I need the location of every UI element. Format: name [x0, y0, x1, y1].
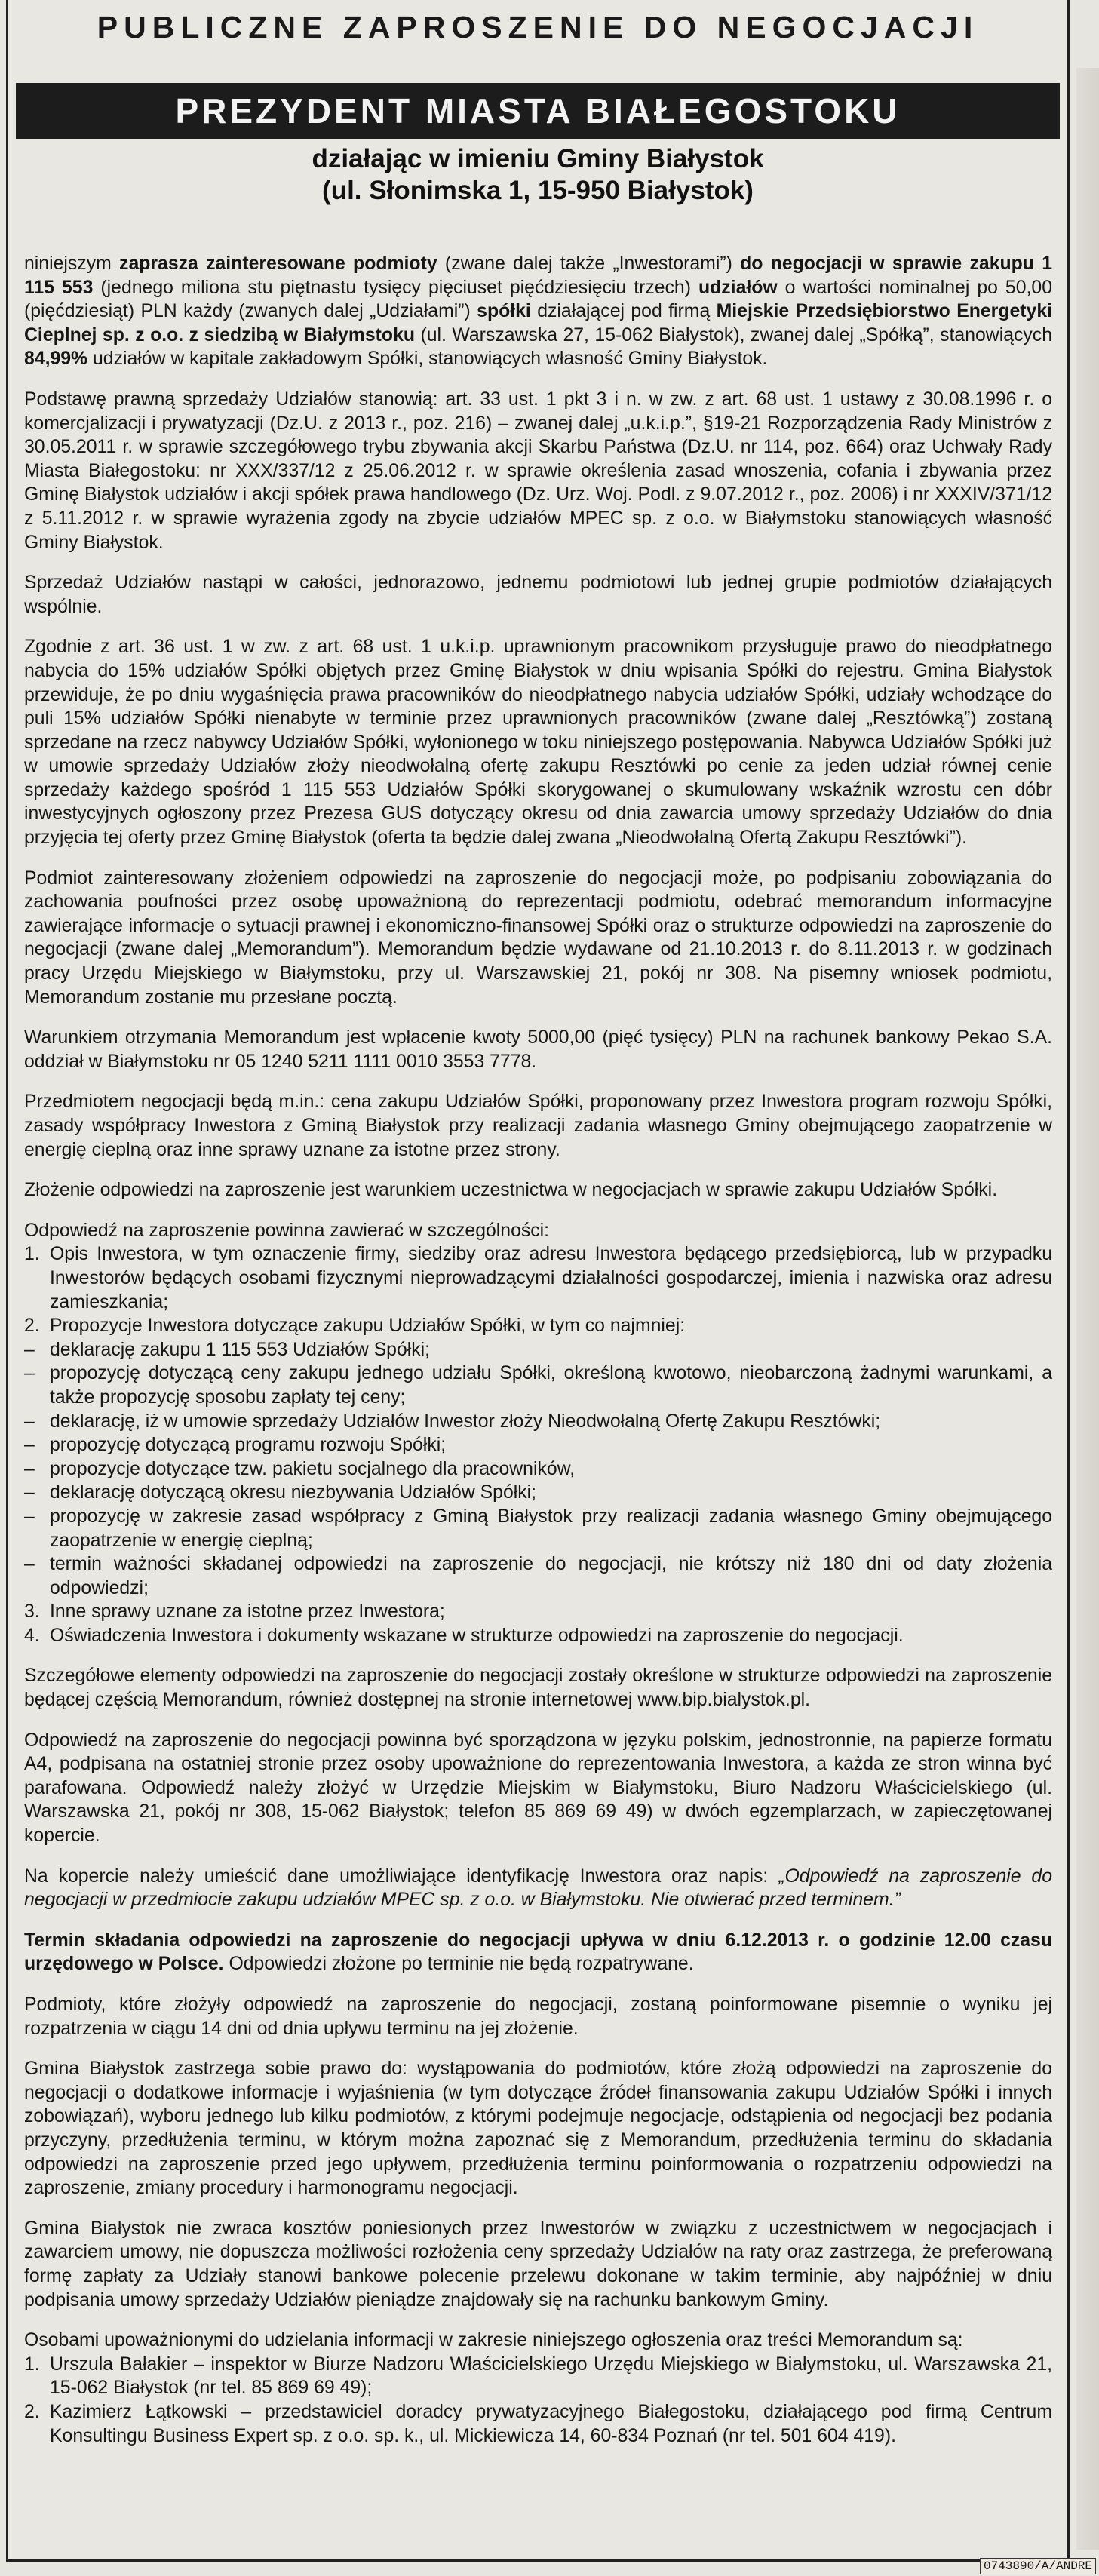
announcement-body — [8, 207, 1067, 2448]
announcement-subtitle: działając w imieniu Gminy Białystok — [312, 144, 764, 173]
paragraph-employee-rights: Zgodnie z art. 36 ust. 1 w zw. z art. 68 ust. 1 u.k.i.p. uprawnionym pracownikom przysługuje prawo do nieodpłatnego nabycia do 15% udziałów Spółki objętych przez Gminę Białystok w dniu wpisania Spółki do rejestru. Gmina Białystok przewiduje, że po dniu wygaśnięcia prawa pracowników do nieodpłatnego nabycia udziałów Spółki, udziały wchodzące do puli 15% udziałów Spółki nienabyte w terminie przez uprawnionych pracowników (zwane dalej „Resztówką”) zostaną sprzedane na rzecz nabywcy Udziałów Spółki, wyłonionego w toku niniejszego postępowania. Nabywca Udziałów Spółki już w umowie sprzedaży Udziałów złoży nieodwołalną ofertę zakupu Resztówki po cenie za jeden udział równej cenie sprzedaży każdego spośród 1 115 553 Udziałów Spółki skorygowanej o skumulowany wskaźnik wzrostu cen dóbr inwestycyjnych ogłoszony przez Prezesa GUS dotyczący okresu od dnia zawarcia umowy sprzedaży Udziałów do dnia przyjęcia tej oferty przez Gminę Białystok (oferta ta będzie dalej zwana „Nieodwołalną Ofertą Zakupu Resztówki”). — [24, 637, 1052, 849]
list-item — [24, 1600, 1052, 1624]
contact-text: Kazimierz Łątkowski – przedstawiciel doradcy prywatyzacyjnego Białegostoku, działającego pod firmą Centrum Konsultingu Business Expert sp. z o.o. sp. k., ul. Mickiewicza 14, 60-834 Poznań (nr tel. 501 604 419). — [50, 2401, 1052, 2446]
list-marker: 2. — [24, 1316, 40, 1337]
paragraph-submission-form: Odpowiedź na zaproszenie do negocjacji powinna być sporządzona w języku polskim, jednostronnie, na papierze formatu A4, podpisana na ostatniej stronie przez osoby upoważnione do reprezentowania Inwestora, a każda ze stron winna być parafowana. Odpowiedź należy złożyć w Urzędzie Miejskim w Białymstoku, Biuro Nadzoru Właścicielskiego (ul. Warszawska 21, pokój nr 308, 15-062 Białystok; telefon 85 869 69 49) w dwóch egzemplarzach, w zapieczętowanej kopercie. — [24, 1730, 1052, 1847]
dash-marker: – — [24, 1506, 35, 1527]
text-run: (ul. Warszawska 27, 15-062 Białystok), zwanej dalej „Spółką”, stanowiących — [415, 324, 1052, 345]
paragraph-costs: Gmina Białystok nie zwraca kosztów poniesionych przez Inwestorów w związku z uczestnictwem w negocjacjach i zawarciem umowy, nie dopuszcza możliwości rozłożenia ceny sprzedaży Udziałów na raty oraz zastrzega, że preferowaną formę zapłaty za Udziały stanowi bankowe polecenie przelewu dokonane w takim terminie, aby najpóźniej w dniu podpisania umowy sprzedaży Udziałów pieniądze znajdowały się na rachunku bankowym Gminy. — [24, 2218, 1052, 2310]
dash-marker: – — [24, 1554, 35, 1575]
list-subitem — [24, 1338, 1052, 1362]
list-subitem-text: propozycję w zakresie zasad współpracy z Gminą Białystok przy realizacji zadania własnego Gminy obejmującego zaopatrzenie w energię cieplną; — [50, 1506, 1052, 1551]
paragraph-participation-condition: Złożenie odpowiedzi na zaproszenie jest warunkiem uczestnictwa w negocjacjach w sprawie zakupu Udziałów Spółki. — [24, 1180, 998, 1201]
list-item — [24, 1624, 1052, 1648]
list-marker: 2. — [24, 2401, 40, 2422]
contact-item — [24, 2353, 1052, 2400]
paragraph-envelope — [24, 1865, 1052, 1912]
contacts-section — [24, 2329, 1052, 2448]
list-marker: 1. — [24, 1244, 40, 1265]
text-run-bold: do negocjacji w sprawie zakupu 1 115 553 — [24, 253, 1053, 298]
list-subitem-text: propozycję dotyczącą ceny zakupu jednego udziału Spółki, określoną kwotowo, nieobarczoną żadnymi warunkami, a także propozycję sposobu zapłaty tej ceny; — [50, 1363, 1052, 1408]
paragraph-sale-mode: Sprzedaż Udziałów nastąpi w całości, jednorazowo, jednemu podmiotowi lub jednej grupie podmiotów działających wspólnie. — [24, 573, 1052, 617]
text-run: (jednego miliona stu piętnastu tysięcy pięciuset pięćdziesięciu trzech) — [93, 277, 698, 298]
list-subitem — [24, 1552, 1052, 1600]
text-run-italic: „Odpowiedź na zaproszenie do negocjacji w przedmiocie zakupu udziałów MPEC sp. z o.o. w Białymstoku. Nie otwierać przed terminem.” — [24, 1865, 1052, 1911]
text-run: Odpowiedzi złożone po terminie nie będą rozpatrywane. — [223, 1954, 694, 1975]
adjacent-page-edge — [1076, 68, 1099, 2550]
dash-marker: – — [24, 1458, 35, 1479]
paragraph-reservations: Gmina Białystok zastrzega sobie prawo do: wystąpowania do podmiotów, które złożą odpowiedzi na zaproszenie do negocjacji o dodatkowe informacje i wyjaśnienia (w tym dotyczące źródeł finansowania zakupu Udziałów Spółki i innych zobowiązań), wyboru jednego lub kilku podmiotów, z którymi podejmuje negocjacje, odstąpienia od negocjacji bez podania przyczyny, przedłużenia terminu, w którym można zapoznać się z Memorandum, przedłużenia terminu do składania odpowiedzi na zaproszenie przed jego upływem, przedłużenia terminu poinformowania o rozpatrzeniu odpowiedzi na zaproszenie, zmiany procedury i harmonogramu negocjacji. — [24, 2059, 1052, 2199]
list-item — [24, 1314, 1052, 1338]
list-item-text: Inne sprawy uznane za istotne przez Inwestora; — [50, 1601, 445, 1623]
list-subitem — [24, 1457, 1052, 1481]
paragraph-deadline — [24, 1929, 1052, 1976]
dash-marker: – — [24, 1435, 35, 1456]
contacts-intro: Osobami upoważnionymi do udzielania informacji w zakresie niniejszego ogłoszenia oraz treści Memorandum są: — [24, 2330, 963, 2351]
list-subitem — [24, 1433, 1052, 1457]
announcement-title: PREZYDENT MIASTA BIAŁEGOSTOKU — [175, 91, 901, 130]
list-subitem-text: termin ważności składanej odpowiedzi na zaproszenie do negocjacji, nie krótszy niż 180 dni od daty złożenia odpowiedzi; — [50, 1554, 1052, 1598]
list-item — [24, 1242, 1052, 1314]
text-run: o wartości nominalnej po 50,00 (pięćdziesiąt) PLN każdy (zwanych dalej „Udziałami”) — [24, 277, 1052, 322]
list-subitem-text: deklarację, iż w umowie sprzedaży Udziałów Inwestor złoży Nieodwołalną Ofertę Zakupu Resztówki; — [50, 1411, 881, 1432]
list-item-text: Oświadczenia Inwestora i dokumenty wskazane w strukturze odpowiedzi na zaproszenie do negocjacji. — [50, 1625, 904, 1646]
list-subitem — [24, 1410, 1052, 1434]
list-subitem-text: propozycje dotyczące tzw. pakietu socjalnego dla pracowników, — [50, 1458, 576, 1479]
paragraph-detailed-elements: Szczegółowe elementy odpowiedzi na zaproszenie do negocjacji zostały określone w strukturze odpowiedzi na zaproszenie będącej częścią Memorandum, również dostępnej na stronie internetowej www.bip.bialystok.pl. — [24, 1666, 1052, 1711]
text-run: niniejszym — [24, 253, 120, 274]
text-run-bold: 84,99% — [24, 348, 88, 370]
text-run: udziałów w kapitale zakładowym Spółki, stanowiących własność Gminy Białystok. — [87, 348, 768, 370]
paragraph-payment-condition: Warunkiem otrzymania Memorandum jest wpłacenie kwoty 5000,00 (pięć tysięcy) PLN na rachunek bankowy Pekao S.A. oddział w Białymstoku nr 05 1240 5211 1111 0010 3553 7778. — [24, 1027, 1052, 1072]
paragraph-invitation — [24, 252, 1052, 371]
list-subitem-text: deklarację zakupu 1 115 553 Udziałów Spółki; — [50, 1339, 431, 1360]
text-run-bold: udziałów — [698, 277, 778, 298]
paragraph-memorandum: Podmiot zainteresowany złożeniem odpowiedzi na zaproszenie do negocjacji może, po podpisaniu zobowiązania do zachowania poufności przez osobę upoważnioną do reprezentacji podmiotu, odebrać memorandum informacyjne zawierające informacje o sytuacji prawnej i ekonomiczno-finansowej Spółki oraz o strukturze odpowiedzi na zaproszenie do negocjacji (zwane dalej „Memorandum”). Memorandum będzie wydawane od 21.10.2013 r. do 8.11.2013 r. w godzinach pracy Urzędu Miejskiego w Białymstoku, przy ul. Warszawskiej 21, pokój nr 308. Na pisemny wniosek podmiotu, Memorandum zostanie mu przesłane pocztą. — [24, 867, 1052, 1008]
dash-marker: – — [24, 1411, 35, 1432]
list-subitem-text: propozycję dotyczącą programu rozwoju Spółki; — [50, 1435, 447, 1456]
dash-marker: – — [24, 1482, 35, 1503]
text-run-bold: zaprasza zainteresowane podmioty — [119, 253, 437, 274]
text-run: działającej pod firmą — [530, 301, 717, 322]
response-requirements — [24, 1219, 1052, 1648]
requirements-intro: Odpowiedź na zaproszenie powinna zawierać w szczególności: — [24, 1220, 550, 1241]
print-code: 0743890/A/ANDRE — [980, 2558, 1096, 2574]
paragraph-notification: Podmioty, które złożyły odpowiedź na zaproszenie do negocjacji, zostaną poinformowane pisemnie o wyniku jej rozpatrzenia w ciągu 14 dni od dnia upływu terminu na jej złożenie. — [24, 1994, 1052, 2039]
paragraph-legal-basis: Podstawę prawną sprzedaży Udziałów stanowią: art. 33 ust. 1 pkt 3 i n. w zw. z art. 68 ust. 1 ustawy z 30.08.1996 r. o komercjalizacji i prywatyzacji (Dz.U. z 2013 r., poz. 216) – zwanej dalej „u.k.i.p.”, §19-21 Rozporządzenia Rady Ministrów z 30.05.2011 r. w sprawie szczegółowego trybu zbywania akcji Skarbu Państwa (Dz.U. nr 114, poz. 664) oraz Uchwały Rady Miasta Białegostoku: nr XXX/337/12 z 25.06.2012 r. w sprawie określenia zasad wnoszenia, cofania i zbywania przez Gminę Białystok udziałów i akcji spółek prawa handlowego (Dz. Urz. Woj. Podl. z 9.07.2012 r., poz. 2006) i nr XXXIV/371/12 z 5.11.2012 r. w sprawie wyrażenia zgody na zbycie udziałów MPEC sp. z o.o. w Białymstoku stanowiących własność Gminy Białystok. — [24, 388, 1052, 553]
list-item-text: Propozycje Inwestora dotyczące zakupu Udziałów Spółki, w tym co najmniej: — [50, 1316, 686, 1337]
dash-marker: – — [24, 1363, 35, 1384]
text-run-bold: Miejskie Przedsiębiorstwo Energetyki Cieplnej sp. z o.o. z siedzibą w Białymstoku — [24, 301, 1053, 345]
announcement-kicker: PUBLICZNE ZAPROSZENIE DO NEGOCJACJI — [97, 9, 979, 45]
list-marker: 3. — [24, 1601, 40, 1623]
list-item-text: Opis Inwestora, w tym oznaczenie firmy, siedziby oraz adresu Inwestora będącego przedsiębiorcą, lub w przypadku Inwestorów będących osobami fizycznymi nieprowadzącymi działalności gospodarczej, imienia i nazwiska oraz adresu zamieszkania; — [50, 1244, 1052, 1313]
paragraph-negotiation-subject: Przedmiotem negocjacji będą m.in.: cena zakupu Udziałów Spółki, proponowany przez Inwestora program rozwoju Spółki, zasady współpracy Inwestora z Gminą Białystok przy realizacji zadania własnego Gminy obejmującego zaopatrzenie w energię cieplną oraz inne sprawy uznane za istotne przez strony. — [24, 1091, 1052, 1160]
list-subitem — [24, 1362, 1052, 1409]
text-run: Na kopercie należy umieścić dane umożliwiające identyfikację Inwestora oraz napis: — [24, 1865, 779, 1887]
list-subitem — [24, 1505, 1052, 1552]
contact-item — [24, 2400, 1052, 2448]
announcement-address: (ul. Słonimska 1, 15-950 Białystok) — [322, 176, 754, 205]
announcement-box — [6, 0, 1070, 2562]
list-marker: 4. — [24, 1625, 40, 1646]
announcement-title-band — [16, 83, 1060, 139]
dash-marker: – — [24, 1339, 35, 1360]
list-marker: 1. — [24, 2353, 40, 2375]
list-subitem — [24, 1481, 1052, 1505]
contact-text: Urszula Bałakier – inspektor w Biurze Nadzoru Właścicielskiego Urzędu Miejskiego w Białymstoku, ul. Warszawska 21, 15-062 Białystok (nr tel. 85 869 69 49); — [50, 2353, 1052, 2399]
list-subitem-text: deklarację dotyczącą okresu niezbywania Udziałów Spółki; — [50, 1482, 537, 1503]
text-run-bold: spółki — [477, 301, 531, 322]
text-run: (zwane dalej także „Inwestorami”) — [437, 253, 741, 274]
text-run-bold: Termin składania odpowiedzi na zaproszenie do negocjacji upływa w dniu 6.12.2013 r. o godzinie 12.00 czasu urzędowego w Polsce. — [24, 1930, 1052, 1975]
